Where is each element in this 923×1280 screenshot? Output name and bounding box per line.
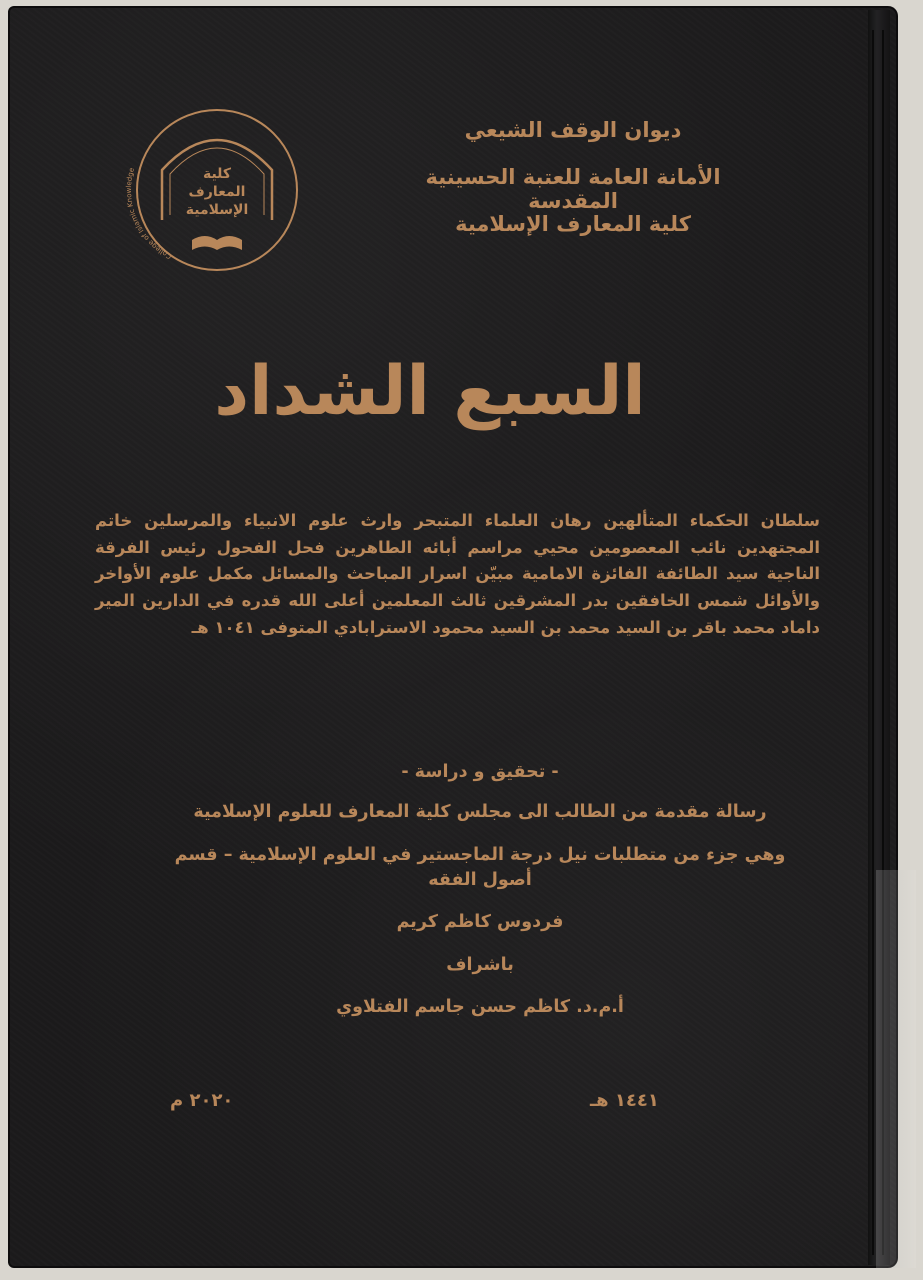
thesis-statement-1: رسالة مقدمة من الطالب الى مجلس كلية المعارف للعلوم الإسلامية bbox=[193, 802, 767, 822]
author-description: سلطان الحكماء المتألهين رهان العلماء المتبحر وارث علوم الانبياء والمرسلين خاتم المجتهدين نائب المعصومين محيي مراسم أبائه الطاهرين فحل الفحول رئيس الفرقة الناجية سيد الطائفة الفائزة الامامية مبيّن اسرار المباحث والمسائل مكمل علوم الأواخر والأوائل شمس الخافقين بدر المشرقين ثالث المعلمين أعلى الله قدره في الدارين المير داماد محمد باقر بن السيد محمد بن السيد محمود الاسترابادي المتوفى ١٠٤١ هـ bbox=[95, 511, 820, 637]
plastic-wrap bbox=[876, 870, 916, 1268]
gregorian-year: ٢٠٢٠ م bbox=[170, 1090, 234, 1111]
emblem-text-3: الإسلامية bbox=[185, 202, 249, 218]
open-book-icon bbox=[192, 236, 242, 250]
student-name: فردوس كاظم كريم bbox=[396, 912, 564, 932]
thesis-statement-2: وهي جزء من متطلبات نيل درجة الماجستير في العلوم الإسلامية – قسم bbox=[174, 845, 786, 865]
publisher-line-2: الأمانة العامة للعتبة الحسينية المقدسة bbox=[425, 165, 721, 213]
emblem-text-2: المعارف bbox=[188, 184, 246, 200]
spine-groove bbox=[872, 30, 874, 1255]
emblem-ring-text: College of Islamic Knowledge bbox=[124, 166, 173, 261]
supervision-label: باشراف bbox=[446, 955, 514, 975]
thesis-department: أصول الفقه bbox=[428, 870, 532, 890]
emblem-text-1: كلية bbox=[202, 166, 232, 182]
supervisor-name: أ.م.د. كاظم حسن جاسم الفتلاوي bbox=[336, 997, 624, 1017]
book-title: السبع الشداد bbox=[214, 352, 646, 431]
publisher-line-3: كلية المعارف الإسلامية bbox=[455, 212, 691, 236]
thesis-type: - تحقيق و دراسة - bbox=[401, 762, 559, 782]
hijri-year: ١٤٤١ هـ bbox=[590, 1090, 659, 1111]
college-emblem-logo bbox=[112, 100, 302, 280]
publisher-line-1: ديوان الوقف الشيعي bbox=[464, 118, 682, 142]
